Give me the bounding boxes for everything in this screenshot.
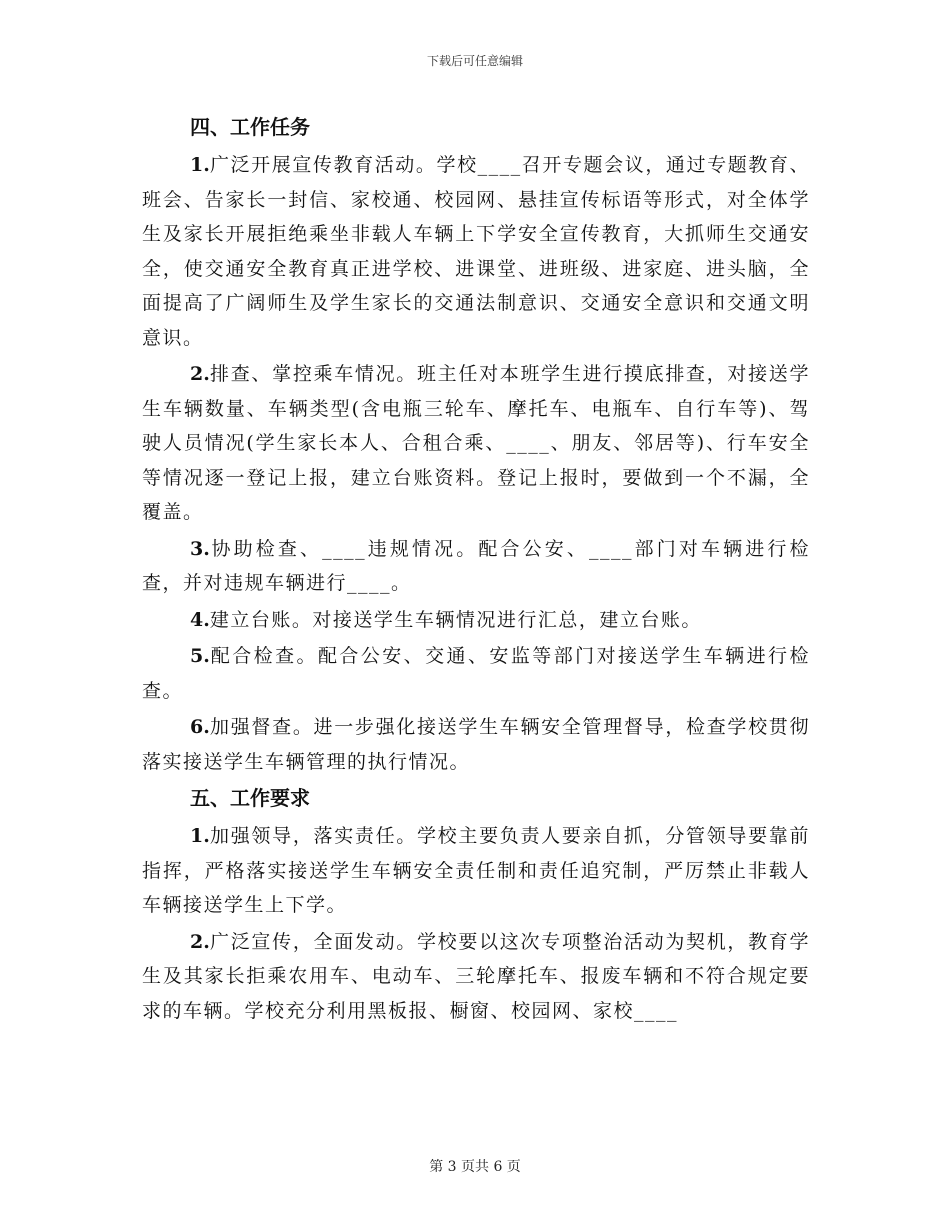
item-number: 6. xyxy=(190,716,210,738)
document-body xyxy=(142,112,810,1030)
item-text: 加强督查。进一步强化接送学生车辆安全管理督导，检查学校贯彻落实接送学生车辆管理的执行情况。 xyxy=(142,716,810,773)
item-number: 2. xyxy=(190,930,210,953)
page-footer: 第 3 页共 6 页 xyxy=(429,1159,521,1175)
section-heading-5: 五、工作要求 xyxy=(190,786,310,810)
item-text: 加强领导，落实责任。学校主要负责人要亲自抓，分管领导要靠前指挥，严格落实接送学生车辆安全责任制和责任追究制，严厉禁止非载人车辆接送学生上下学。 xyxy=(142,825,810,916)
item-text: 广泛宣传，全面发动。学校要以这次专项整治活动为契机，教育学生及其家长拒乘农用车、电动车、三轮摩托车、报废车辆和不符合规定要求的车辆。学校充分利用黑板报、橱窗、校园网、家校____ xyxy=(142,930,810,1022)
item-number: 1. xyxy=(190,825,210,847)
paragraph xyxy=(142,819,810,923)
item-text: 配合检查。配合公安、交通、安监等部门对接送学生车辆进行检查。 xyxy=(142,645,810,702)
item-number: 5. xyxy=(190,645,210,667)
section-heading-4: 四、工作任务 xyxy=(190,115,310,139)
paragraph xyxy=(142,925,810,1029)
paragraph xyxy=(142,710,810,779)
item-text: 广泛开展宣传教育活动。学校____召开专题会议，通过专题教育、班会、告家长一封信、家校通、校园网、悬挂宣传标语等形式，对全体学生及家长开展拒绝乘坐非载人车辆上下学安全宣传教育，大抓师生交通安全，使交通安全教育真正进学校、进课堂、进班级、进家庭、进头脑，全面提高了广阔师生及学生家长的交通法制意识、交通安全意识和交通文明意识。 xyxy=(142,154,810,349)
item-number: 2. xyxy=(190,363,210,385)
paragraph xyxy=(142,357,810,530)
item-number: 3. xyxy=(190,537,210,560)
item-text: 排查、掌控乘车情况。班主任对本班学生进行摸底排查，对接送学生车辆数量、车辆类型(含电瓶三轮车、摩托车、电瓶车、自行车等)、驾驶人员情况(学生家长本人、合租合乘、____、朋友、邻居等)、行车安全等情况逐一登记上报，建立台账资料。登记上报时，要做到一个不漏，全覆盖。 xyxy=(142,363,810,523)
paragraph xyxy=(142,603,810,638)
item-text: 协助检查、____违规情况。配合公安、____部门对车辆进行检查，并对违规车辆进行____。 xyxy=(142,537,810,594)
paragraph xyxy=(142,532,810,601)
paragraph xyxy=(142,148,810,355)
page-header: 下载后可任意编辑 xyxy=(426,54,523,68)
item-text: 建立台账。对接送学生车辆情况进行汇总，建立台账。 xyxy=(209,608,702,631)
item-number: 1. xyxy=(190,154,210,176)
paragraph xyxy=(142,639,810,708)
item-number: 4. xyxy=(190,608,210,631)
